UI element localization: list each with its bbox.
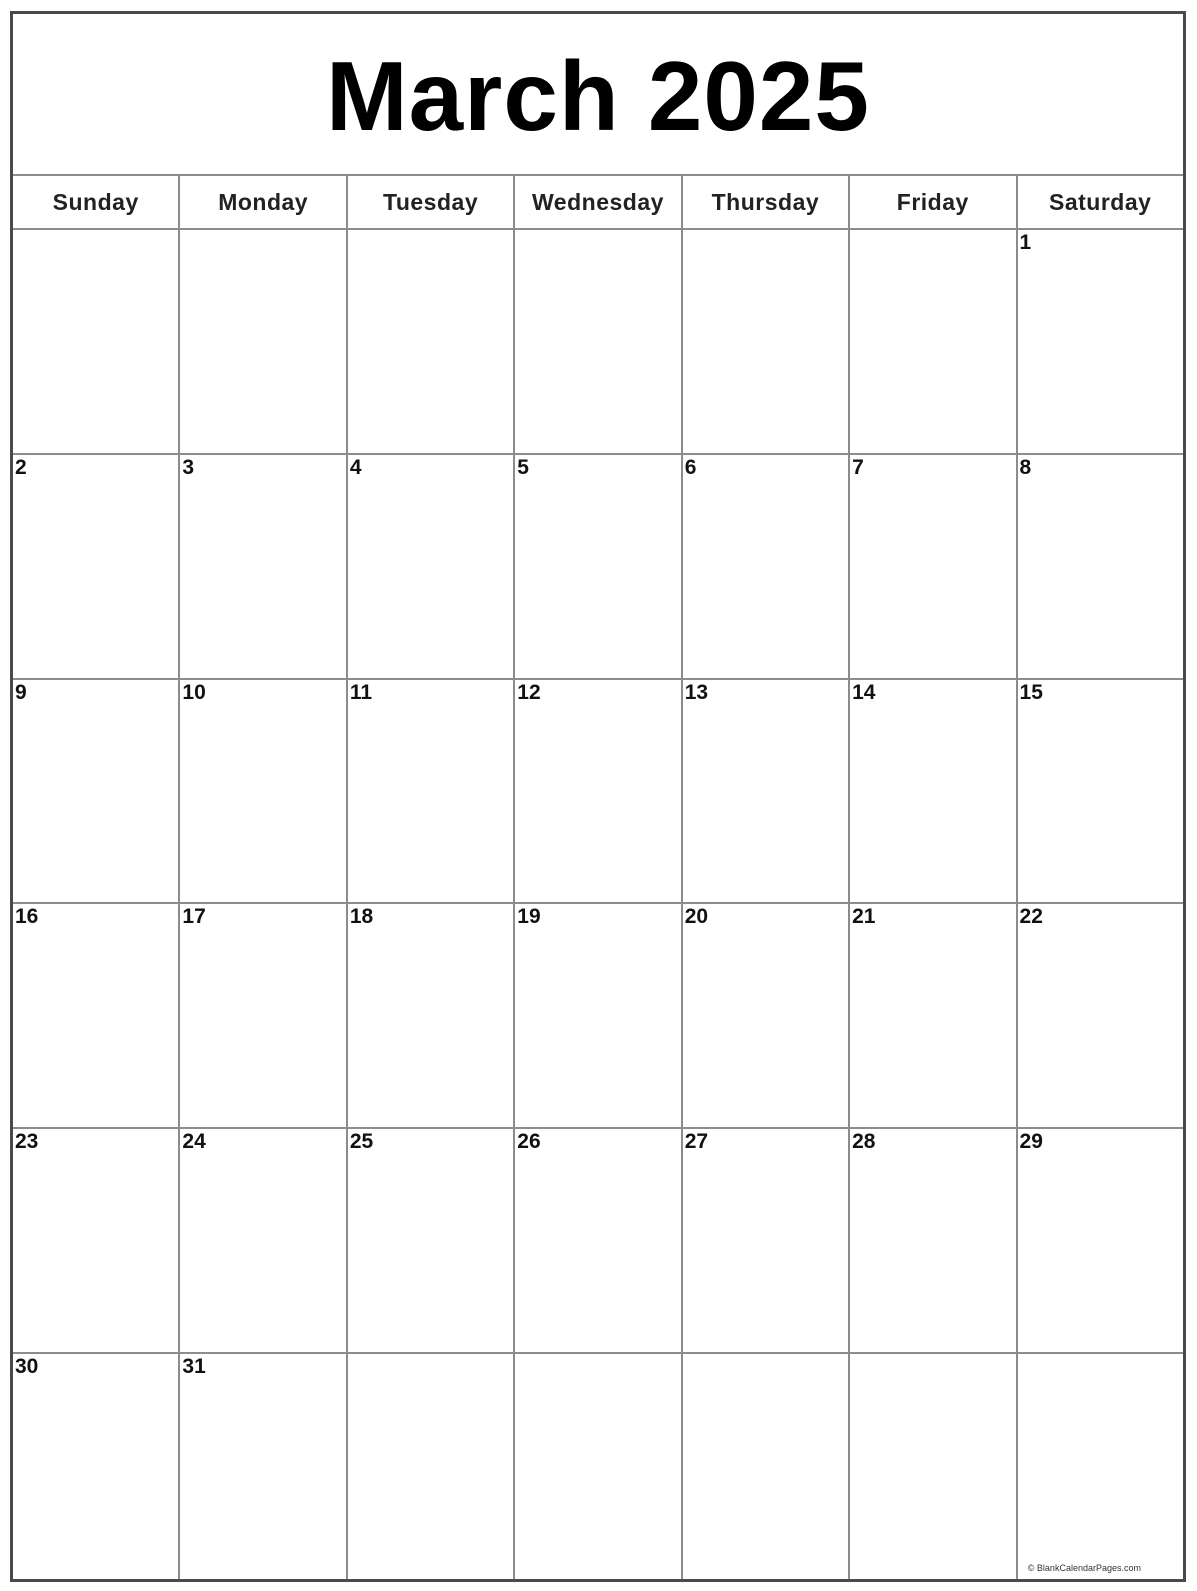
day-number: 18	[349, 905, 374, 929]
day-cell[interactable]	[515, 1354, 682, 1579]
day-number: 20	[684, 905, 709, 929]
week-row	[13, 904, 1183, 1129]
calendar-grid	[13, 176, 1183, 1579]
day-number: 3	[182, 455, 195, 479]
day-cell[interactable]	[348, 904, 515, 1129]
day-cell[interactable]	[13, 1354, 180, 1579]
day-number: 4	[349, 455, 362, 479]
day-number: 26	[517, 1130, 541, 1154]
day-cell[interactable]	[1018, 904, 1183, 1129]
day-number: 27	[684, 1130, 709, 1154]
day-number: 22	[1019, 905, 1043, 929]
day-cell[interactable]	[515, 680, 682, 905]
day-number: 7	[852, 455, 864, 479]
day-number: 28	[852, 1130, 876, 1154]
day-cell[interactable]	[1018, 1354, 1183, 1579]
day-cell[interactable]	[850, 680, 1017, 905]
weekday-header-tuesday: Tuesday	[348, 176, 515, 230]
day-cell[interactable]	[1018, 1129, 1183, 1354]
week-row	[13, 680, 1183, 905]
day-cell[interactable]	[348, 230, 515, 455]
day-cell[interactable]	[683, 1354, 850, 1579]
weekday-header-wednesday: Wednesday	[515, 176, 682, 230]
day-cell[interactable]	[180, 1354, 347, 1579]
day-cell[interactable]	[180, 904, 347, 1129]
day-number: 11	[349, 680, 373, 704]
day-number: 31	[182, 1355, 206, 1379]
day-cell[interactable]	[850, 455, 1017, 680]
day-cell[interactable]	[13, 904, 180, 1129]
weeks-container	[13, 230, 1183, 1579]
weekday-header-monday: Monday	[180, 176, 347, 230]
day-cell[interactable]	[683, 455, 850, 680]
day-number: 24	[182, 1130, 206, 1154]
day-cell[interactable]	[13, 1129, 180, 1354]
day-number: 5	[517, 455, 529, 479]
day-cell[interactable]	[1018, 680, 1183, 905]
day-cell[interactable]	[515, 455, 682, 680]
day-number: 6	[684, 455, 697, 479]
day-number: 1	[1019, 231, 1032, 254]
week-row	[13, 230, 1183, 455]
day-cell[interactable]	[850, 904, 1017, 1129]
day-number: 14	[852, 680, 876, 704]
day-cell[interactable]	[348, 455, 515, 680]
weekday-header-friday: Friday	[850, 176, 1017, 230]
day-cell[interactable]	[1018, 230, 1183, 455]
day-cell[interactable]	[850, 230, 1017, 455]
day-number: 19	[517, 905, 541, 929]
day-cell[interactable]	[683, 230, 850, 455]
calendar-title: March 2025	[326, 41, 870, 151]
day-cell[interactable]	[13, 680, 180, 905]
weekday-header-sunday: Sunday	[13, 176, 180, 230]
day-number: 16	[15, 905, 39, 929]
day-cell[interactable]	[348, 1354, 515, 1579]
week-row	[13, 1129, 1183, 1354]
weekday-header-thursday: Thursday	[683, 176, 850, 230]
day-number: 15	[1019, 680, 1043, 704]
weekday-header-saturday: Saturday	[1018, 176, 1183, 230]
day-cell[interactable]	[13, 455, 180, 680]
weekday-header-row	[13, 176, 1183, 230]
day-number: 25	[349, 1130, 374, 1154]
day-cell[interactable]	[1018, 455, 1183, 680]
calendar-page	[10, 11, 1186, 1582]
day-number: 9	[15, 680, 27, 704]
day-cell[interactable]	[683, 680, 850, 905]
day-cell[interactable]	[515, 1129, 682, 1354]
day-number: 29	[1019, 1130, 1043, 1154]
day-cell[interactable]	[180, 455, 347, 680]
day-cell[interactable]	[348, 1129, 515, 1354]
copyright-notice: © BlankCalendarPages.com	[1027, 1563, 1141, 1573]
day-cell[interactable]	[683, 1129, 850, 1354]
day-number: 10	[182, 680, 206, 704]
day-cell[interactable]	[180, 680, 347, 905]
day-cell[interactable]	[515, 904, 682, 1129]
day-number: 12	[517, 680, 541, 704]
day-number: 21	[852, 905, 876, 929]
week-row	[13, 1354, 1183, 1579]
day-cell[interactable]	[180, 230, 347, 455]
day-number: 2	[15, 455, 27, 479]
day-number: 17	[182, 905, 206, 929]
day-cell[interactable]	[683, 904, 850, 1129]
day-cell[interactable]	[348, 680, 515, 905]
week-row	[13, 455, 1183, 680]
day-cell[interactable]	[515, 230, 682, 455]
day-cell[interactable]	[850, 1129, 1017, 1354]
day-cell[interactable]	[13, 230, 180, 455]
day-number: 23	[15, 1130, 39, 1154]
day-number: 30	[15, 1355, 39, 1379]
day-cell[interactable]	[180, 1129, 347, 1354]
day-number: 13	[684, 680, 709, 704]
title-area	[13, 14, 1183, 176]
day-cell[interactable]	[850, 1354, 1017, 1579]
day-number: 8	[1019, 455, 1032, 479]
